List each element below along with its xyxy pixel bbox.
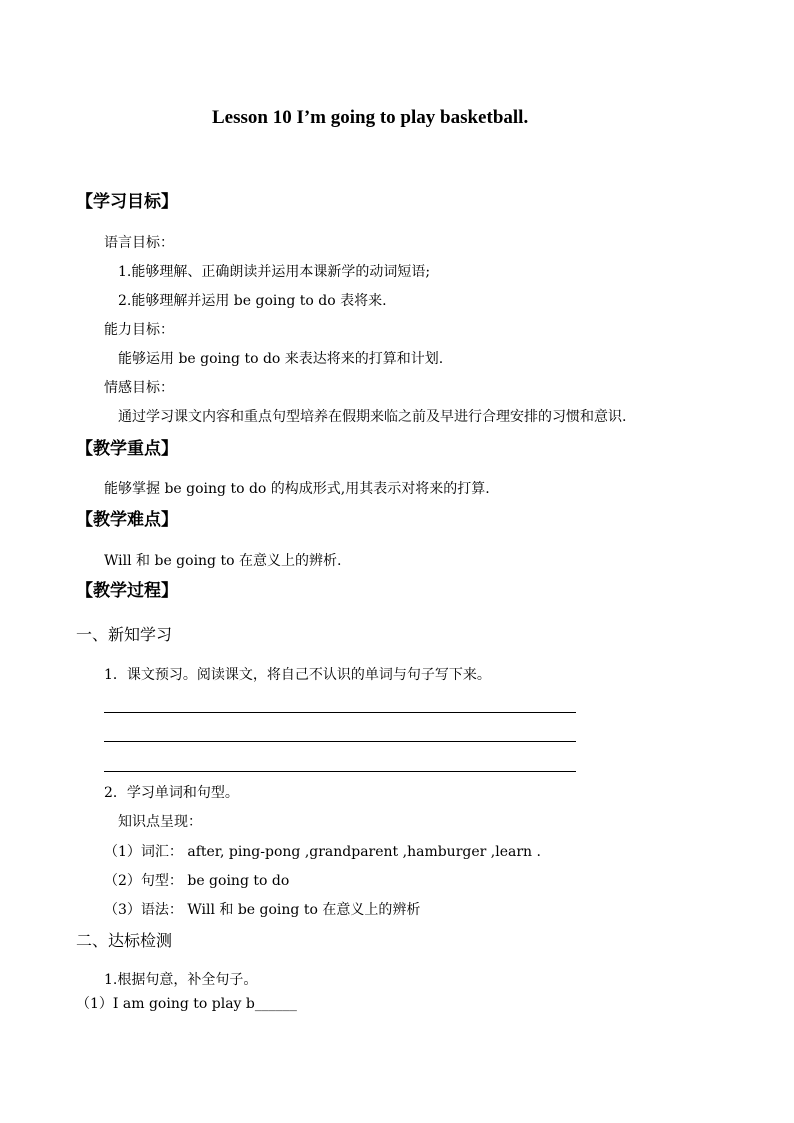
difficulties-heading: 【教学难点】 <box>76 510 178 530</box>
exercise-item-1: （1）I am going to play b______ <box>76 996 297 1012</box>
exercise-intro: 1.根据句意，补全句子。 <box>104 972 258 988</box>
emotion-goal-text: 通过学习课文内容和重点句型培养在假期来临之前及早进行合理安排的习惯和意识. <box>118 409 627 425</box>
language-goal-item-2: 2.能够理解并运用 be going to do 表将来. <box>118 293 387 309</box>
language-goal-item-1: 1.能够理解、正确朗读并运用本课新学的动词短语; <box>118 264 431 280</box>
writing-line-2 <box>104 741 576 742</box>
vocabulary-line: （1）词汇： after, ping-pong ,grandparent ,hamburger ,learn . <box>104 844 541 860</box>
lesson-title: Lesson 10 I’m going to play basketball. <box>212 107 529 128</box>
objectives-heading: 【学习目标】 <box>76 192 178 212</box>
sentence-pattern-line: （2）句型： be going to do <box>104 873 290 889</box>
writing-line-1 <box>104 712 576 713</box>
step-1-preview: 1．课文预习。阅读课文，将自己不认识的单词与句子写下来。 <box>104 667 491 683</box>
writing-line-3 <box>104 771 576 772</box>
step-2-study: 2．学习单词和句型。 <box>104 785 239 801</box>
language-goal-label: 语言目标： <box>104 235 174 251</box>
knowledge-intro: 知识点呈现： <box>118 814 202 830</box>
section-new-learning-title: 一、新知学习 <box>76 625 173 644</box>
emotion-goal-label: 情感目标： <box>104 380 174 396</box>
key-points-text: 能够掌握 be going to do 的构成形式,用其表示对将来的打算. <box>104 481 490 497</box>
ability-goal-label: 能力目标： <box>104 322 174 338</box>
section-assessment-title: 二、达标检测 <box>76 931 173 950</box>
process-heading: 【教学过程】 <box>76 581 178 601</box>
difficulties-text: Will 和 be going to 在意义上的辨析. <box>104 553 342 569</box>
ability-goal-text: 能够运用 be going to do 来表达将来的打算和计划. <box>118 351 444 367</box>
grammar-line: （3）语法： Will 和 be going to 在意义上的辨析 <box>104 902 421 918</box>
key-points-heading: 【教学重点】 <box>76 439 178 459</box>
